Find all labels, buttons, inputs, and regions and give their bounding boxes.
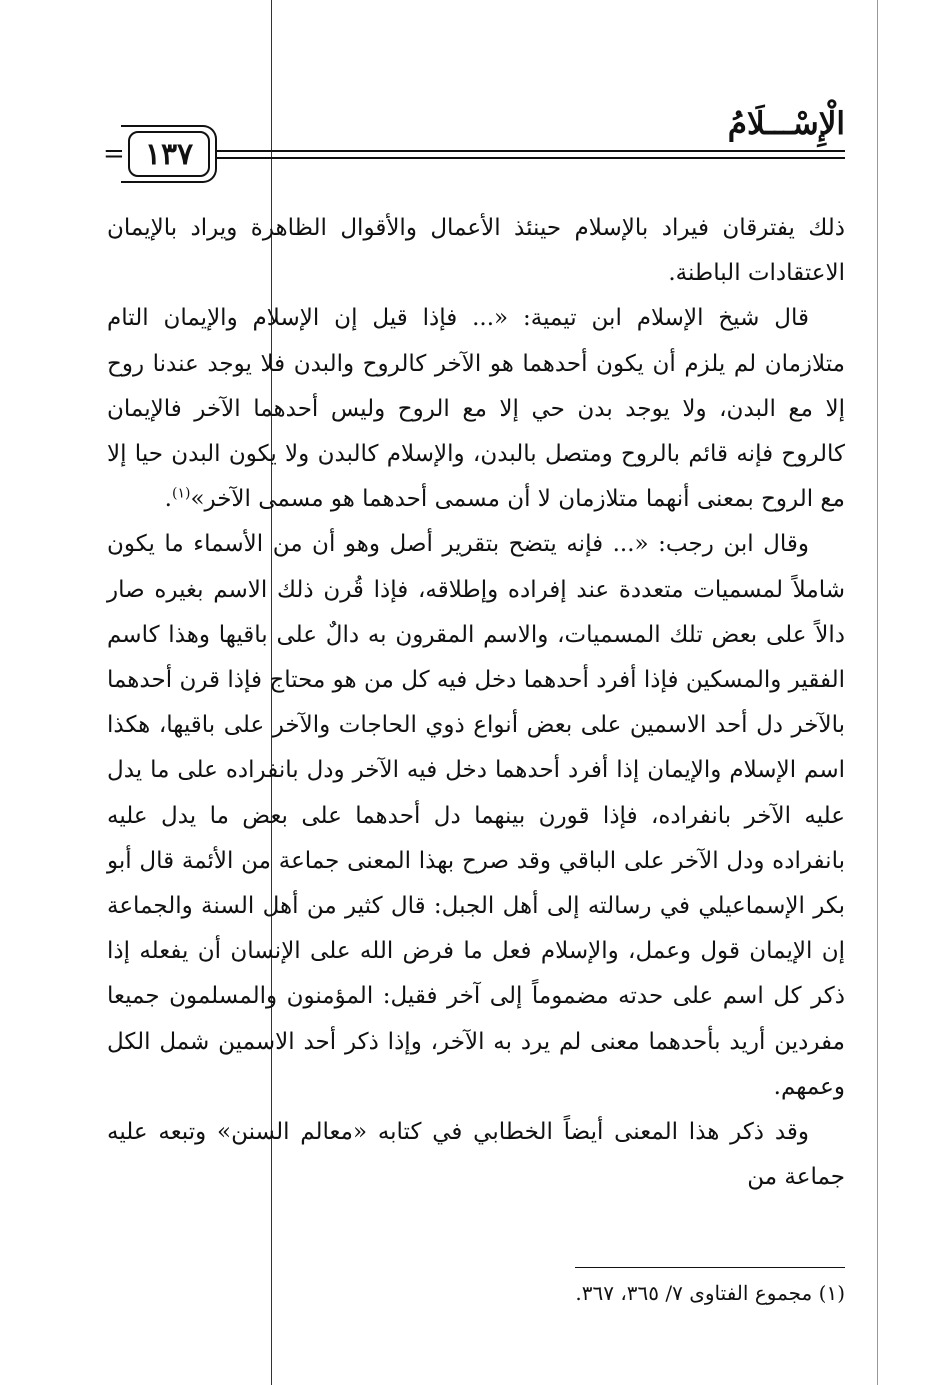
paragraph: وقد ذكر هذا المعنى أيضاً الخطابي في كتابه «معالم السنن» وتبعه عليه جماعة من	[107, 1119, 845, 1191]
header-rule	[215, 150, 845, 152]
running-title: الْإِسْـــلَامُ	[727, 106, 845, 142]
paragraph-tail: .	[164, 486, 172, 513]
paragraph-text: قال شيخ الإسلام ابن تيمية: «... فإذا قيل إن الإسلام والإيمان التام متلازمان لم يلزم أن يكون أحدهما هو الآخر كالروح والبدن فلا يوجد عندنا روح إلا مع البدن، ولا يوجد بدن حي إلا مع الروح وليس أحدهما الآخر فالإيمان كالروح فإنه قائم بالروح ومتصل بالبدن، والإسلام كالبدن ولا يكون البدن حيا إلا مع الروح بمعنى أنهما متلازمان لا أن مسمى أحدهما هو مسمى الآخر»	[107, 305, 845, 513]
page-number: ١٣٧	[128, 131, 210, 177]
paragraph: وقال ابن رجب: «... فإنه يتضح بتقرير أصل وهو أن من الأسماء ما يكون شاملاً لمسميات متعددة عند إفراده وإطلاقه، فإذا قُرن ذلك الاسم بغيره صار دالاً على بعض تلك المسميات، والاسم المقرون به دالٌ على باقيها وهذا كاسم الفقير والمسكين فإذا أفرد أحدهما دخل فيه كل من هو محتاج فإذا قرن أحدهما بالآخر دل أحد الاسمين على بعض أنواع ذوي الحاجات والآخر على باقيها، هكذا اسم الإسلام والإيمان إذا أفرد أحدهما دخل فيه الآخر ودل بانفراده على ما يدل عليه الآخر بانفراده، فإذا قورن بينهما دل أحدهما على بعض ما يدل عليه بانفراده ودل الآخر على الباقي وقد صرح بهذا المعنى جماعة من الأئمة قال أبو بكر الإسماعيلي في رسالته إلى أهل الجبل: قال كثير من أهل السنة والجماعة إن الإيمان قول وعمل، والإسلام فعل ما فرض الله على الإنسان أن يفعله إذا ذكر كل اسم على حدته مضموماً إلى آخر فقيل: المؤمنون والمسلمون جميعا مفردين أريد بأحدهما معنى لم يرد به الآخر، وإذا ذكر أحد الاسمين شمل الكل وعمهم.	[107, 531, 846, 1100]
header-rule	[215, 157, 845, 159]
footnote-ref[interactable]: (١)	[171, 485, 191, 502]
scan-vertical-line-right	[877, 0, 878, 1385]
paragraph	[107, 296, 845, 522]
page-mark: =	[103, 139, 125, 169]
page-header	[0, 0, 937, 200]
footnote: (١) مجموع الفتاوى ٧/ ٣٦٥، ٣٦٧.	[575, 1281, 845, 1305]
paragraph: ذلك يفترقان فيراد بالإسلام حينئذ الأعمال والأقوال الظاهرة ويراد بالإيمان الاعتقادات الباطنة.	[107, 215, 845, 287]
footnote-separator	[575, 1267, 845, 1268]
main-text	[107, 206, 845, 1200]
